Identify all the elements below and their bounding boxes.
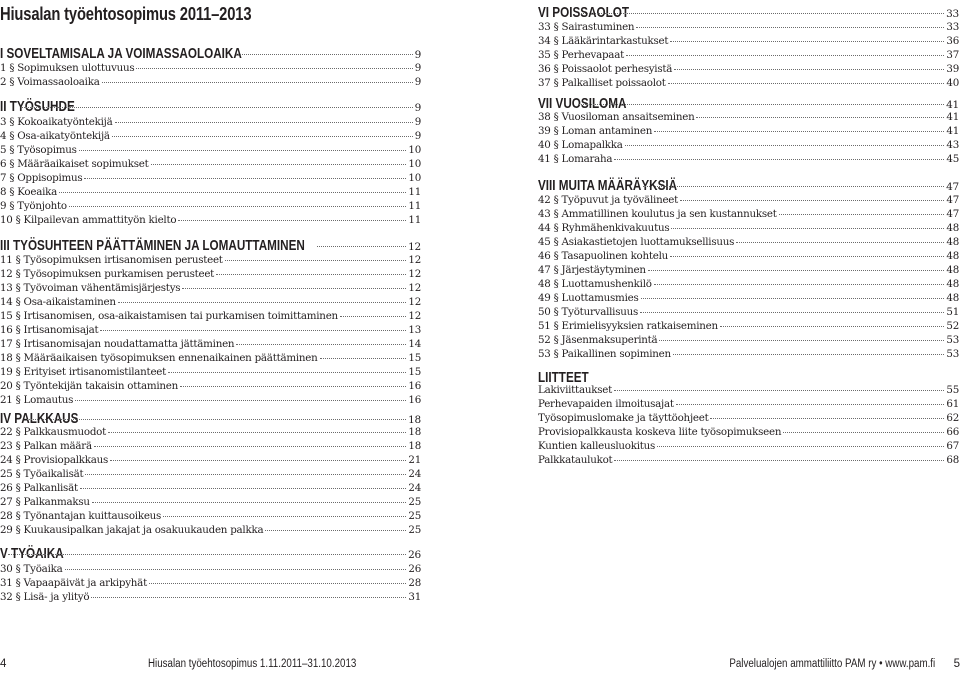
toc-entry-tyosopimuslomake-ja-tayttoohjeet[interactable] [538,412,959,425]
dot-leader [340,316,406,317]
dot-leader [178,220,406,221]
dot-leader [75,400,406,401]
page-number: 15 [408,352,421,364]
dot-leader [91,597,406,598]
page-number: 55 [946,384,959,396]
toc-entry-26-palkanlisat[interactable] [0,482,421,495]
dot-leader [236,54,412,55]
dot-leader [180,386,406,387]
page-number: 36 [946,35,959,47]
page-number: 33 [946,21,959,33]
toc-entry-text: Lakiviittaukset [538,384,612,396]
dot-leader [657,446,944,447]
page-number: 9 [414,116,421,128]
dot-leader [151,164,407,165]
toc-entry-48-luottamushenkilo[interactable] [538,278,959,291]
page-number: 47 [946,194,959,206]
toc-entry-11-tyosopimuksen-irtisanomisen-perusteet[interactable] [0,254,421,267]
dot-leader [671,228,944,229]
dot-leader [710,418,944,419]
page-number: 45 [946,153,959,165]
toc-entry-10-kilpailevan-ammattityon-kielto[interactable] [0,214,421,227]
toc-entry-text: 17 § Irtisanomisajan noudattamatta jättäminen [0,338,235,350]
toc-entry-text: Kuntien kalleusluokitus [538,440,656,452]
dot-leader [136,68,412,69]
dot-leader [696,117,944,118]
dot-leader [79,150,407,151]
toc-entry-text: 21 § Lomautus [0,394,74,406]
toc-entry-text: 3 § Kokoaikatyöntekijä [0,116,113,128]
toc-entry-3-kokoaikatyontekija[interactable] [0,116,421,129]
toc-entry-36-poissaolot-perhesyista[interactable] [538,63,959,76]
dot-leader [22,107,412,108]
toc-entry-38-vuosiloman-ansaitseminen[interactable] [538,111,959,124]
toc-entry-text: 18 § Määräaikaisen työsopimuksen ennenaikainen päättäminen [0,352,318,364]
page-number: 41 [946,99,959,111]
toc-entry-text: 42 § Työpuvut ja työvälineet [538,194,679,206]
toc-entry-24-provisiopalkkaus[interactable] [0,454,421,467]
toc-entry-palkkataulukot[interactable] [538,454,959,467]
section-heading-text: IV PALKKAUS [0,410,79,427]
section-heading-vii-vuosiloma[interactable] [538,95,959,111]
section-heading-liitteet[interactable] [538,369,959,385]
toc-entry-23-palkan-maara[interactable] [0,440,421,453]
page-number: 48 [946,222,959,234]
dot-leader [614,159,944,160]
page-number: 12 [408,310,421,322]
toc-entry-text: 13 § Työvoiman vähentämisjärjestys [0,282,181,294]
toc-entry-1-sopimuksen-ulottuvuus[interactable] [0,62,421,75]
toc-entry-text: 48 § Luottamushenkilö [538,278,652,290]
page-number: 13 [408,324,421,336]
dot-leader [736,242,944,243]
dot-leader [674,69,944,70]
toc-entry-text: 16 § Irtisanomisajat [0,324,99,336]
toc-entry-text: 6 § Määräaikaiset sopimukset [0,158,149,170]
toc-entry-17-irtisanomisajan-noudattamatta-jattaminen[interactable] [0,338,421,351]
toc-entry-text: 22 § Palkkausmuodot [0,426,107,438]
toc-entry-33-sairastuminen[interactable] [538,21,959,34]
toc-entry-52-jasenmaksuperinta[interactable] [538,334,959,347]
document-title: Hiusalan työehtosopimus 2011–2013 [0,4,252,24]
page-number: 68 [946,454,959,466]
dot-leader [668,83,945,84]
footer-right-text: Palvelualojen ammattiliitto PAM ry • www.pam.fi [728,658,935,670]
toc-entry-text: 7 § Oppisopimus [0,172,83,184]
section-heading-text: I SOVELTAMISALA JA VOIMASSAOLOAIKA [0,45,242,62]
footer-right-block [60,658,960,670]
toc-entry-5-tyosopimus[interactable] [0,144,421,157]
toc-entry-text: 25 § Työaikalisät [0,468,84,480]
dot-leader [670,256,944,257]
toc-entry-text: Perhevapaiden ilmoitusajat [538,398,674,410]
page-number: 12 [408,241,421,253]
toc-entry-53-paikallinen-sopiminen[interactable] [538,348,959,361]
toc-entry-25-tyoaikalisat[interactable] [0,468,421,481]
page-number: 51 [946,306,959,318]
dot-leader [720,326,944,327]
toc-entry-text: 41 § Lomaraha [538,153,613,165]
page-number: 33 [946,8,959,20]
section-heading-text: II TYÖSUHDE [0,98,75,115]
dot-leader [149,583,406,584]
page-number: 47 [946,181,959,193]
toc-entry-40-lomapalkka[interactable] [538,139,959,152]
toc-entry-text: 52 § Jäsenmaksuperintä [538,334,658,346]
dot-leader [163,516,406,517]
toc-entry-text: 47 § Järjestäytyminen [538,264,646,276]
dot-leader [625,145,945,146]
dot-leader [641,298,945,299]
page-number: 48 [946,278,959,290]
page-number: 28 [408,577,421,589]
toc-entry-text: 4 § Osa-aikatyöntekijä [0,130,110,142]
toc-entry-text: 32 § Lisä- ja ylityö [0,591,90,603]
toc-entry-text: 34 § Lääkärintarkastukset [538,35,669,47]
toc-entry-text: 19 § Erityiset irtisanomistilanteet [0,366,167,378]
toc-entry-text: 36 § Poissaolot perhesyistä [538,63,673,75]
toc-entry-46-tasapuolinen-kohtelu[interactable] [538,250,959,263]
dot-leader [783,432,944,433]
section-heading-iii-tyosuhteen-paattaminen-ja-lomauttaminen[interactable] [0,237,421,253]
toc-entry-50-tyoturvallisuus[interactable] [538,306,959,319]
toc-entry-31-vapaapaivat-ja-arkipyhat[interactable] [0,577,421,590]
toc-entry-35-perhevapaat[interactable] [538,49,959,62]
toc-entry-text: Palkkataulukot [538,454,613,466]
toc-entry-text: 23 § Palkan määrä [0,440,92,452]
section-heading-text: VI POISSAOLOT [538,4,630,21]
dot-leader [182,288,406,289]
toc-entry-47-jarjestaytyminen[interactable] [538,264,959,277]
toc-entry-text: Työsopimuslomake ja täyttöohjeet [538,412,709,424]
dot-leader [59,192,406,193]
footer-right-page-number: 5 [953,658,960,670]
dot-leader [680,200,944,201]
page-number: 53 [946,334,959,346]
toc-entry-6-maaraaikaiset-sopimukset[interactable] [0,158,421,171]
footer-left-page-number: 4 [0,658,7,670]
section-heading-vi-poissaolot[interactable] [538,4,959,20]
dot-leader [108,432,406,433]
toc-entry-text: 11 § Työsopimuksen irtisanomisen perusteet [0,254,223,266]
page-number: 12 [408,282,421,294]
page-number: 48 [946,250,959,262]
page-number: 11 [408,214,421,226]
toc-entry-4-osa-aikatyontekija[interactable] [0,130,421,143]
dot-leader [654,284,945,285]
section-heading-text: V TYÖAIKA [0,545,64,562]
page-number: 41 [946,125,959,137]
section-heading-iv-palkkaus[interactable] [0,410,421,426]
page-number: 31 [408,591,421,603]
page-number: 24 [408,482,421,494]
page-number: 12 [408,268,421,280]
toc-entry-7-oppisopimus[interactable] [0,172,421,185]
toc-entry-text: 49 § Luottamusmies [538,292,639,304]
dot-leader [110,460,406,461]
toc-entry-13-tyovoiman-vahentamisjarjestys[interactable] [0,282,421,295]
toc-entry-28-tyonantajan-kuittausoikeus[interactable] [0,510,421,523]
dot-leader [578,104,945,105]
toc-entry-text: 20 § Työntekijän takaisin ottaminen [0,380,179,392]
footer-left-title: Hiusalan työehtosopimus 1.11.2011–31.10.2013 [148,658,357,670]
toc-entry-text: 8 § Koeaika [0,186,58,198]
toc-entry-45-asiakastietojen-luottamuksellisuus[interactable] [538,236,959,249]
dot-leader [673,354,945,355]
page-number: 16 [408,380,421,392]
section-heading-v-tyoaika[interactable] [0,545,421,561]
toc-entry-27-palkanmaksu[interactable] [0,496,421,509]
page-number: 53 [946,348,959,360]
dot-leader [643,186,945,187]
dot-leader [614,460,944,461]
toc-entry-8-koeaika[interactable] [0,186,421,199]
page-number: 9 [414,130,421,142]
page-number: 9 [414,102,421,114]
page-number: 10 [408,144,421,156]
toc-entry-12-tyosopimuksen-purkamisen-perusteet[interactable] [0,268,421,281]
page-number: 25 [408,524,421,536]
page-number: 37 [946,49,959,61]
toc-entry-text: 9 § Työnjohto [0,200,67,212]
dot-leader [85,474,406,475]
toc-entry-37-palkalliset-poissaolot[interactable] [538,77,959,90]
dot-leader [102,82,413,83]
page-number: 66 [946,426,959,438]
dot-leader [265,530,406,531]
page-number: 48 [946,236,959,248]
toc-entry-51-erimielisyyksien-ratkaiseminen[interactable] [538,320,959,333]
section-heading-i-soveltamisala-ja-voimassaoloaika[interactable] [0,45,421,61]
toc-entry-text: 38 § Vuosiloman ansaitseminen [538,111,695,123]
page-number: 12 [408,254,421,266]
page-number: 41 [946,111,959,123]
toc-entry-text: 50 § Työturvallisuus [538,306,639,318]
section-heading-text: LIITTEET [538,369,589,386]
page-number: 39 [946,63,959,75]
toc-entry-42-tyopuvut-ja-tyovalineet[interactable] [538,194,959,207]
page-number: 10 [408,172,421,184]
toc-entry-14-osa-aikaistaminen[interactable] [0,296,421,309]
page-number: 18 [408,426,421,438]
page-number: 48 [946,292,959,304]
toc-entry-text: 28 § Työnantajan kuittausoikeus [0,510,162,522]
page-number: 26 [408,549,421,561]
toc-entry-text: 5 § Työsopimus [0,144,77,156]
toc-entry-text: 35 § Perhevapaat [538,49,624,61]
dot-leader [779,214,945,215]
toc-entry-text: 37 § Palkalliset poissaolot [538,77,666,89]
toc-entry-text: 40 § Lomapalkka [538,139,623,151]
toc-entry-20-tyontekijan-takaisin-ottaminen[interactable] [0,380,421,393]
page-number: 9 [414,49,421,61]
dot-leader [670,41,944,42]
page-number: 25 [408,510,421,522]
toc-entry-text: 12 § Työsopimuksen purkamisen perusteet [0,268,215,280]
dot-leader [27,419,406,420]
page-number: 67 [946,440,959,452]
toc-entry-text: 30 § Työaika [0,563,63,575]
page-number: 52 [946,320,959,332]
toc-entry-text: 33 § Sairastuminen [538,21,635,33]
toc-entry-16-irtisanomisajat[interactable] [0,324,421,337]
toc-entry-21-lomautus[interactable] [0,394,421,407]
page-number: 21 [408,454,421,466]
dot-leader [118,302,407,303]
toc-entry-provisiopalkkausta-koskeva-liite-tyosopimukseen[interactable] [538,426,959,439]
toc-entry-text: Provisiopalkkausta koskeva liite työsopimukseen [538,426,782,438]
dot-leader [676,404,945,405]
toc-entry-text: 45 § Asiakastietojen luottamuksellisuus [538,236,735,248]
toc-entry-19-erityiset-irtisanomistilanteet[interactable] [0,366,421,379]
toc-entry-22-palkkausmuodot[interactable] [0,426,421,439]
page-number: 15 [408,366,421,378]
dot-leader [92,502,407,503]
toc-entry-text: 14 § Osa-aikaistaminen [0,296,116,308]
page-number: 25 [408,496,421,508]
toc-entry-text: 27 § Palkanmaksu [0,496,90,508]
dot-leader [65,569,407,570]
dot-leader [100,330,406,331]
dot-leader [69,206,407,207]
dot-leader [216,274,406,275]
toc-entry-43-ammatillinen-koulutus-ja-sen-kustannukset[interactable] [538,208,959,221]
page-number: 43 [946,139,959,151]
page-number: 14 [408,338,421,350]
dot-leader [112,136,413,137]
section-heading-text: VII VUOSILOMA [538,95,627,112]
toc-entry-49-luottamusmies[interactable] [538,292,959,305]
toc-entry-44-ryhmahenkivakuutus[interactable] [538,222,959,235]
dot-leader [317,246,406,247]
toc-entry-text: 15 § Irtisanomisen, osa-aikaistamisen tai purkamisen toimittaminen [0,310,338,322]
page-number: 11 [408,186,421,198]
page-number: 10 [408,158,421,170]
toc-entry-kuntien-kalleusluokitus[interactable] [538,440,959,453]
page-number: 47 [946,208,959,220]
dot-leader [626,55,944,56]
page-number: 18 [408,440,421,452]
dot-leader [654,131,944,132]
section-heading-ii-tyosuhde[interactable] [0,98,421,114]
page-number: 48 [946,264,959,276]
dot-leader [581,13,944,14]
dot-leader [94,446,407,447]
toc-entry-text: 10 § Kilpailevan ammattityön kielto [0,214,177,226]
toc-entry-29-kuukausipalkan-jakajat-ja-osakuukauden-palkka[interactable] [0,524,421,537]
toc-entry-39-loman-antaminen[interactable] [538,125,959,138]
toc-entry-text: 53 § Paikallinen sopiminen [538,348,671,360]
toc-entry-18-maaraaikaisen-tyosopimuksen-ennenaikainen-paattaminen[interactable] [0,352,421,365]
page-number: 62 [946,412,959,424]
toc-entry-text: 43 § Ammatillinen koulutus ja sen kustannukset [538,208,777,220]
page-number: 9 [414,76,421,88]
toc-entry-text: 46 § Tasapuolinen kohtelu [538,250,669,262]
toc-entry-text: 1 § Sopimuksen ulottuvuus [0,62,135,74]
dot-leader [614,390,944,391]
page-number: 26 [408,563,421,575]
toc-entry-30-tyoaika[interactable] [0,563,421,576]
dot-leader [636,27,944,28]
dot-leader [640,312,944,313]
section-heading-viii-muita-maarayksia[interactable] [538,177,959,193]
page-number: 12 [408,296,421,308]
dot-leader [659,340,944,341]
page-number: 11 [408,200,421,212]
toc-entry-32-lisa-ja-ylityo[interactable] [0,591,421,604]
dot-leader [236,344,406,345]
section-heading-text: III TYÖSUHTEEN PÄÄTTÄMINEN JA LOMAUTTAMINEN [0,237,305,254]
toc-entry-text: 29 § Kuukausipalkan jakajat ja osakuukauden palkka [0,524,264,536]
section-heading-text: VIII MUITA MÄÄRÄYKSIÄ [538,177,678,194]
toc-entry-text: 2 § Voimassaoloaika [0,76,100,88]
toc-entry-text: 44 § Ryhmähenkivakuutus [538,222,670,234]
dot-leader [115,122,413,123]
page-number: 40 [946,77,959,89]
toc-entry-34-laakarintarkastukset[interactable] [538,35,959,48]
toc-entry-9-tyonjohto[interactable] [0,200,421,213]
toc-entry-41-lomaraha[interactable] [538,153,959,166]
page-number: 61 [946,398,959,410]
toc-entry-text: 51 § Erimielisyyksien ratkaiseminen [538,320,718,332]
page-number: 18 [408,414,421,426]
page-number: 9 [414,62,421,74]
toc-entry-15-irtisanomisen-osa-aikaistamisen-tai-purkamisen-toimittaminen[interactable] [0,310,421,323]
toc-entry-2-voimassaoloaika[interactable] [0,76,421,89]
dot-leader [225,260,407,261]
toc-entry-text: 31 § Vapaapäivät ja arkipyhät [0,577,147,589]
dot-leader [8,554,406,555]
dot-leader [84,178,406,179]
toc-entry-text: 24 § Provisiopalkkaus [0,454,109,466]
toc-entry-text: 39 § Loman antaminen [538,125,653,137]
page-number: 16 [408,394,421,406]
toc-entry-perhevapaiden-ilmoitusajat[interactable] [538,398,959,411]
dot-leader [648,270,945,271]
page-number: 24 [408,468,421,480]
dot-leader [168,372,406,373]
toc-entry-text: 26 § Palkanlisät [0,482,78,494]
dot-leader [80,488,407,489]
toc-entry-lakiviittaukset[interactable] [538,384,959,397]
dot-leader [320,358,407,359]
